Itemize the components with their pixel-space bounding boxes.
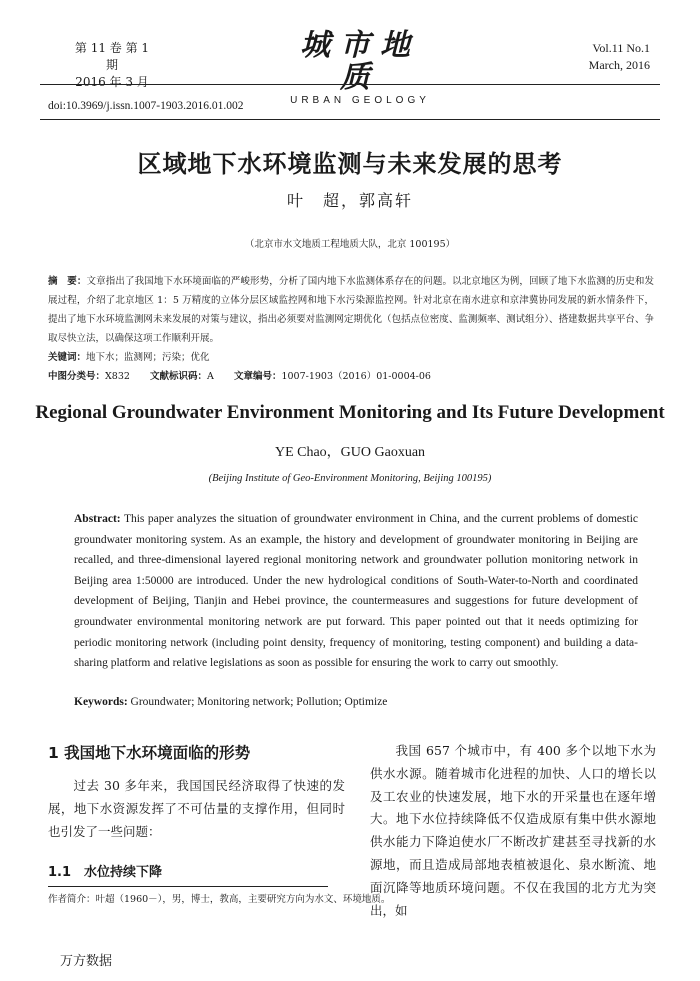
issue-info-en (540, 40, 650, 74)
keywords-cn (48, 348, 654, 367)
authors-cn: 叶 超，郭高轩 (286, 191, 413, 210)
volume-en: Vol.11 No.1 (592, 41, 650, 55)
header-rule (40, 84, 660, 85)
section-1-heading: 1 我国地下水环境面临的形势 (48, 744, 251, 762)
clc-value: X832 (105, 371, 130, 382)
abstract-cn-text: 文章指出了我国地下水环境面临的严峻形势，分析了国内地下水监测体系存在的问题。以北京地区为例，回顾了地下水监测的历史和发展过程，介绍了北京地区 1：5 万精度的立体分层区域监控网和地下水污染源监控网。针对北京在南水进京和京津冀协同发展的新水情条件下，提出了地下水环境监测网未来发展的对策与建议，指出必须要对监测网定期优化（包括点位密度、监测频率、测试组分）、搭建数据共享平台、争取尽快立法，以确保这项工作顺利开展。 (48, 276, 654, 344)
classification-row (48, 367, 654, 386)
article-number-value: 1007-1903（2016）01-0004-06 (281, 371, 431, 382)
abstract-en (74, 509, 638, 674)
affiliation-cn: （北京市水文地质工程地质大队，北京 100195） (244, 239, 456, 250)
keywords-cn-text: 地下水；监测网；污染；优化 (86, 352, 210, 363)
keywords-cn-label: 关键词： (48, 352, 87, 363)
doc-code-label: 文献标识码： (149, 371, 207, 382)
affiliation-en: (Beijing Institute of Geo-Environment Monitoring, Beijing 100195) (208, 473, 492, 484)
abstract-cn-label: 摘 要： (48, 276, 87, 287)
doc-code-value: A (207, 371, 214, 382)
keywords-en-text: Groundwater; Monitoring network; Pollution; Optimize (130, 696, 388, 708)
doi-rule (40, 119, 660, 120)
authors-en: YE Chao，GUO Gaoxuan (274, 445, 426, 460)
paper-title-cn: 区域地下水环境监测与未来发展的思考 (137, 150, 563, 178)
volume-cn: 第 11 卷 第 1 期 (74, 41, 150, 72)
abstract-cn (48, 272, 654, 386)
date-en: March, 2016 (588, 58, 650, 72)
date-cn: 2016 年 3 月 (75, 75, 149, 89)
journal-logo (285, 28, 435, 106)
abstract-en-label: Abstract: (74, 513, 121, 525)
keywords-en (74, 692, 638, 712)
section-1-text: 过去 30 多年来，我国国民经济取得了快速的发展，地下水资源发挥了不可估量的支撑作用，但同时也引发了一些问题： (48, 778, 345, 839)
right-column-text: 我国 657 个城市中，有 400 多个以地下水为供水水源。随着城市化进程的加快、人口的增长以及工农业的快速发展，地下水的开采量也在逐年增大。地下水位持续降低不仅造成原有集中供水源地供水能力下降迫使水厂不断改扩建甚至寻找新的水源地，而且造成局部地表植被退化、泉水断流、地面沉降等地质环境问题。不仅在我国的北方尤为突出，如 (370, 743, 656, 918)
author-footnote: 作者简介：叶超（1960－），男，博士，教高，主要研究方向为水文、环境地质。 (48, 894, 391, 905)
journal-name-en: URBAN GEOLOGY (290, 95, 430, 106)
journal-logo-text: 城市地质 (300, 28, 420, 95)
right-column-paragraph (370, 740, 656, 922)
keywords-en-label: Keywords: (74, 696, 128, 708)
doi: doi:10.3969/j.issn.1007-1903.2016.01.002 (48, 100, 244, 112)
wanfang-watermark: 万方数据 (60, 954, 113, 969)
abstract-en-text: This paper analyzes the situation of groundwater environment in China, and the current problems of domestic groundwater monitoring system. As an example, the history and development of groundwater monitoring in Beijing are recalled, and three-dimensional layered regional monitoring network and groundwater pollution monitoring network in Beijing area 1:50000 are introduced. Under the new hydrological conditions of South-Water-to-North and coordinated development of Beijing, Tianjin and Hebei province, the countermeasures and suggestions for future development of groundwater environmental monitoring network are put forward. This paper pointed out that it needs optimizing for periodic monitoring network (including point density, frequency of monitoring, testing component) and building a data-sharing platform and relative legislations as soon as possible for ensuring the work to carry out smoothly. (74, 513, 638, 670)
paper-title-en: Regional Groundwater Environment Monitoring and Its Future Development (35, 402, 665, 423)
footnote-rule (48, 886, 328, 887)
section-1-paragraph (48, 774, 345, 843)
clc-label: 中图分类号： (48, 371, 106, 382)
article-number-label: 文章编号： (233, 371, 282, 382)
section-1-1-heading: 1.1 水位持续下降 (48, 865, 163, 880)
